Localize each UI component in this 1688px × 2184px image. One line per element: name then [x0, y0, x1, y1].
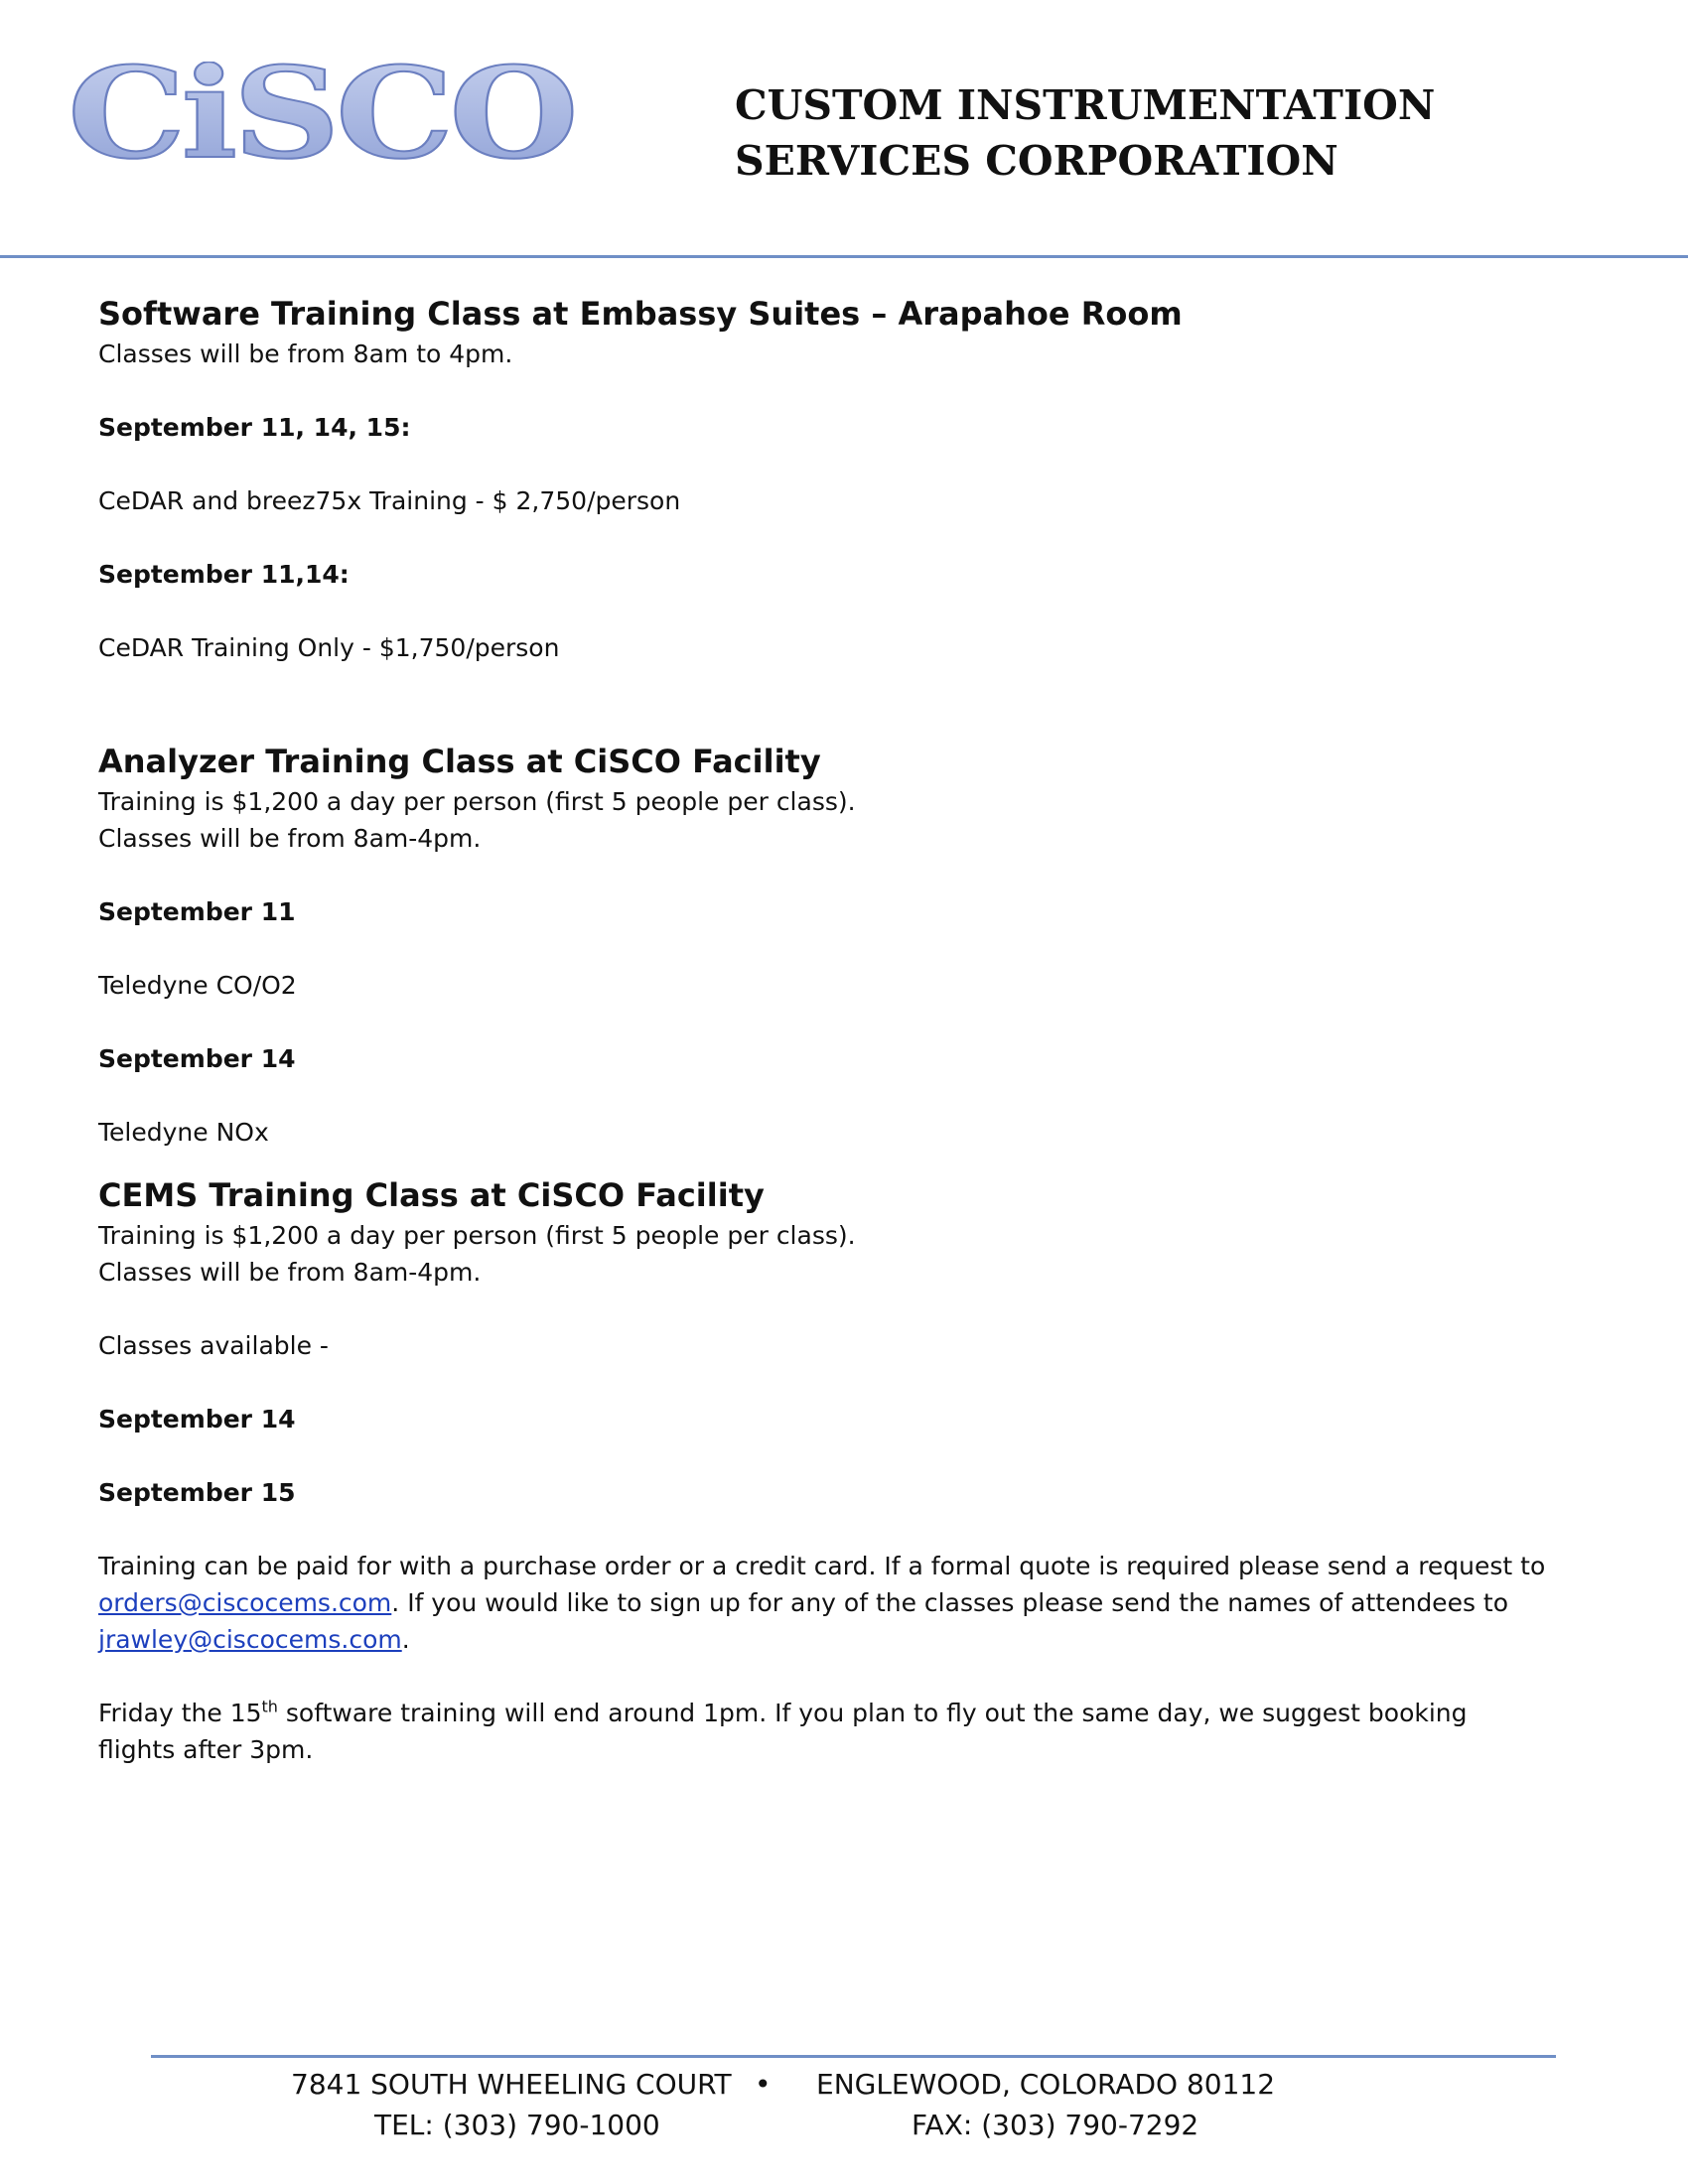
analyzer-item-1: Teledyne CO/O2 — [98, 971, 297, 1000]
footer-street: 7841 SOUTH WHEELING COURT — [291, 2068, 732, 2101]
cems-date-2: September 15 — [98, 1478, 296, 1507]
software-item-2: CeDAR Training Only - $1,750/person — [98, 633, 560, 662]
cems-hours: Classes will be from 8am-4pm. — [98, 1258, 482, 1287]
footer-bullet: • — [755, 2068, 772, 2101]
footer-tel: TEL: (303) 790-1000 — [374, 2109, 660, 2141]
logo-wordmark: CiSCO — [68, 62, 574, 169]
payment-text-2: . If you would like to sign up for any of the classes please send the names of attendees to — [391, 1588, 1509, 1617]
analyzer-price: Training is $1,200 a day per person (first 5 people per class). — [98, 787, 856, 816]
header-divider — [0, 255, 1688, 258]
software-hours: Classes will be from 8am to 4pm. — [98, 340, 513, 368]
cems-heading: CEMS Training Class at CiSCO Facility — [98, 1176, 765, 1214]
document-body — [98, 292, 1588, 1768]
payment-text-3: . — [401, 1625, 410, 1654]
cems-price: Training is $1,200 a day per person (first 5 people per class). — [98, 1221, 856, 1250]
footer-fax: FAX: (303) 790-7292 — [912, 2109, 1199, 2141]
footer-divider — [151, 2055, 1556, 2058]
software-date-2: September 11,14: — [98, 560, 350, 589]
software-date-1: September 11, 14, 15: — [98, 413, 411, 442]
cems-training-section — [98, 1173, 1588, 1511]
payment-paragraph — [98, 1548, 1548, 1658]
cisco-logo — [68, 62, 584, 169]
payment-text-1: Training can be paid for with a purchase order or a credit card. If a formal quote is required please send a request to — [98, 1552, 1546, 1580]
software-heading: Software Training Class at Embassy Suites – Arapahoe Room — [98, 295, 1183, 333]
cems-available: Classes available - — [98, 1331, 329, 1360]
analyzer-date-2: September 14 — [98, 1044, 296, 1073]
software-training-section — [98, 292, 1588, 666]
jrawley-email-link[interactable]: jrawley@ciscocems.com — [98, 1625, 402, 1654]
analyzer-heading: Analyzer Training Class at CiSCO Facility — [98, 743, 821, 780]
company-name-line2: SERVICES CORPORATION — [735, 137, 1338, 185]
company-name-line1: CUSTOM INSTRUMENTATION — [735, 81, 1436, 129]
friday-sup: th — [261, 1697, 278, 1716]
orders-email-link[interactable]: orders@ciscocems.com — [98, 1588, 392, 1617]
analyzer-date-1: September 11 — [98, 897, 296, 926]
footer-city: ENGLEWOOD, COLORADO 80112 — [816, 2068, 1276, 2101]
friday-text-after: software training will end around 1pm. If you plan to fly out the same day, we suggest booking flights after 3pm. — [98, 1699, 1468, 1764]
friday-text-before: Friday the 15 — [98, 1699, 262, 1727]
analyzer-item-2: Teledyne NOx — [98, 1118, 269, 1147]
analyzer-training-section — [98, 740, 1588, 1151]
company-name — [735, 77, 1435, 189]
friday-note — [98, 1695, 1548, 1768]
software-item-1: CeDAR and breez75x Training - $ 2,750/person — [98, 486, 681, 515]
cems-date-1: September 14 — [98, 1405, 296, 1433]
analyzer-hours: Classes will be from 8am-4pm. — [98, 824, 482, 853]
